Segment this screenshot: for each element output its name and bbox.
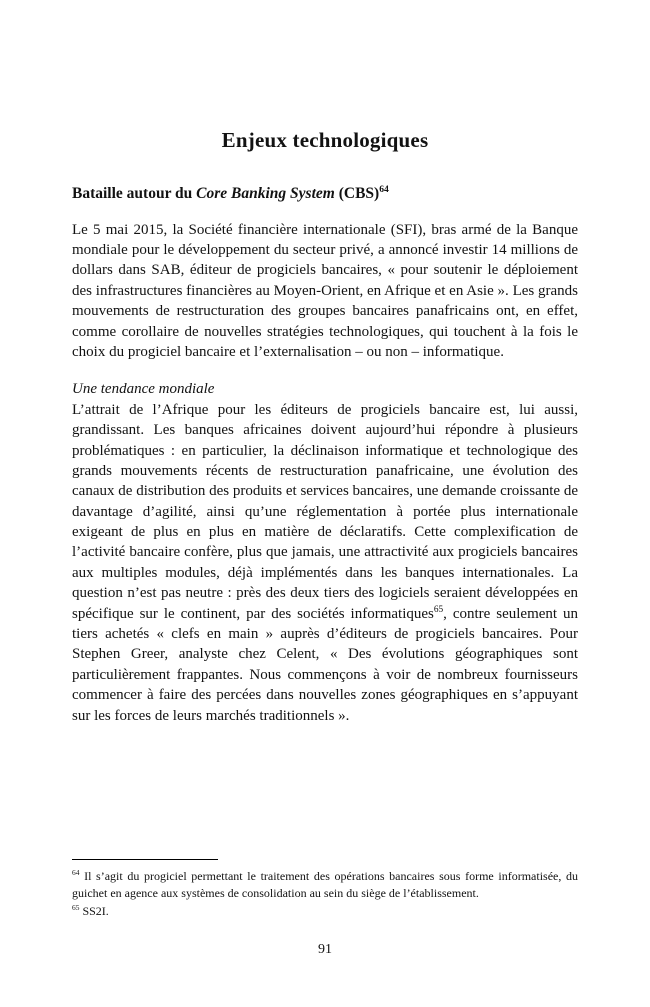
- chapter-heading-prefix: Bataille autour du: [72, 184, 197, 202]
- footnote-65-text: SS2I.: [79, 903, 109, 918]
- footnote-ref-65: 65: [433, 604, 444, 615]
- chapter-heading-suffix: (CBS): [334, 184, 380, 202]
- page-title: Enjeux technologiques: [221, 128, 429, 152]
- subsection-heading: Une tendance mondiale: [72, 381, 215, 398]
- footnote-ref-64: 64: [379, 183, 389, 195]
- footnote-separator: [72, 859, 218, 860]
- paragraph-core-banking: Le 5 mai 2015, la Société financière internationale (SFI), bras armé de la Banque mondiale pour le développement du secteur privé, a annoncé investir 14 millions de dollars dans SAB, éditeur de progiciels bancaires, « pour soutenir le déploiement des infrastructures financières au Moyen-Orient, en Afrique et en Asie ». Les grands mouvements de restructuration des groupes bancaires panafricains ont, en effet, comme corollaire de nouvelles stratégies technologiques, qui touchent à la fois le choix du progiciel bancaire et l’externalisation – ou non – informatique.: [72, 221, 578, 360]
- footnote-area: [72, 851, 578, 920]
- page-number: 91: [318, 941, 332, 957]
- chapter-heading-italic: Core Banking System: [196, 184, 335, 202]
- footnote-64-text: Il s’agit du progiciel permettant le traitement des opérations bancaires sous forme informatisée, du guichet en agence aux systèmes de consolidation au sein du siège de l’établissement.: [72, 868, 578, 901]
- paragraph-tendance-part2: , contre seulement un tiers achetés « clefs en main » auprès d’éditeurs de progiciels bancaires. Pour Stephen Greer, analyste chez Celent, « Des évolutions géographiques sont particulièrement frappantes. Nous commençons à voir de nombreux fournisseurs commencer à faire des percées dans nouvelles zones géographiques en s’appuyant sur les forces de leurs marchés traditionnels ».: [72, 605, 579, 724]
- footnote-64-ref: 64: [72, 867, 80, 877]
- paragraph-tendance-mondiale: [72, 400, 578, 726]
- footnote-64: [72, 868, 578, 903]
- footnote-65-ref: 65: [72, 902, 80, 912]
- paragraph-tendance-part1: L’attrait de l’Afrique pour les éditeurs de progiciels bancaire est, lui aussi, grandissant. Les banques africaines doivent aujourd’hui répondre à plusieurs problématiques : en particulier, la déclinaison informatique et technologique des grands mouvements récents de restructuration panafricaine, une évolution des canaux de distribution des produits et services bancaires, une demande croissante de davantage d’agilité, ainsi qu’une réglementation à portée plus internationale exigeant de plus en plus en matière de déclaratifs. Cette complexification de l’activité bancaire confère, plus que jamais, une attractivité aux progiciels bancaires aux multiples modules, déjà implémentés dans les banques internationales. La question n’est pas neutre : près des deux tiers des logiciels seraient développées en spécifique sur le continent, par des sociétés informatiques: [72, 401, 578, 622]
- footnote-65: [72, 903, 578, 920]
- chapter-heading: [72, 183, 578, 204]
